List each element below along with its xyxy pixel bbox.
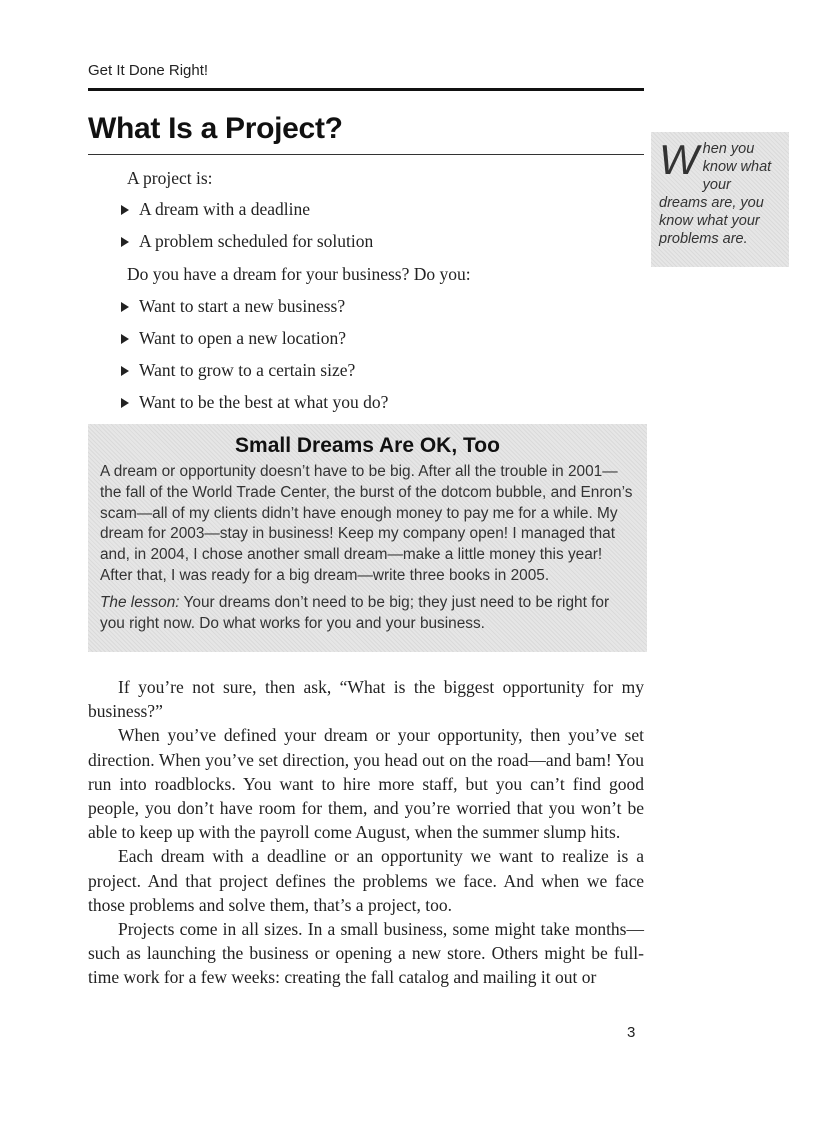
bullet-text: A dream with a deadline <box>139 199 311 219</box>
question-bullet <box>121 296 345 317</box>
callout-title: Small Dreams Are OK, Too <box>235 434 500 457</box>
question-bullet <box>121 328 346 349</box>
body-paragraph: If you’re not sure, then ask, “What is the biggest opportunity for my business?” <box>88 677 644 722</box>
running-head: Get It Done Right! <box>88 62 209 79</box>
margin-quote-dropcap: W <box>659 136 699 183</box>
question-line: Do you have a dream for your business? Do you: <box>127 264 471 284</box>
bullet-text: A problem scheduled for solution <box>139 231 374 251</box>
bullet-triangle-icon <box>121 205 129 215</box>
bullet-triangle-icon <box>121 334 129 344</box>
bullet-text: Want to grow to a certain size? <box>139 360 356 380</box>
body-text <box>88 675 644 990</box>
question-bullet <box>121 392 388 413</box>
body-paragraph: Projects come in all sizes. In a small business, some might take months—such as launching the business or opening a new store. Others might be full-time work for a few weeks: creating the fall catalog and mailing it out or <box>88 919 644 988</box>
bullet-triangle-icon <box>121 366 129 376</box>
bullet-text: Want to open a new location? <box>139 328 347 348</box>
intro-line: A project is: <box>127 168 213 188</box>
definition-bullet <box>121 231 373 252</box>
bullet-triangle-icon <box>121 302 129 312</box>
lesson-label: The lesson: <box>100 593 180 611</box>
body-paragraph: Each dream with a deadline or an opportunity we want to realize is a project. And that project defines the problems we face. And when we face those problems and solve them, that’s a project, too. <box>88 846 644 915</box>
callout-box <box>88 424 647 652</box>
page-number: 3 <box>627 1024 636 1041</box>
title-rule <box>88 154 644 155</box>
definition-bullet <box>121 199 310 220</box>
bullet-text: Want to be the best at what you do? <box>139 392 389 412</box>
lesson-text: Your dreams don’t need to be big; they just need to be right for you right now. Do what works for you and your business. <box>100 593 610 632</box>
bullet-text: Want to start a new business? <box>139 296 346 316</box>
bullet-triangle-icon <box>121 398 129 408</box>
callout-paragraph: A dream or opportunity doesn’t have to be big. After all the trouble in 2001—the fall of the World Trade Center, the burst of the dotcom bubble, and Enron’s scam—all of my clients didn’t have enough money to pay me for a while. My dream for 2003—stay in business! Keep my company open! I managed that and, in 2004, I chose another small dream—make a little money this year! After that, I was ready for a big dream—write three books in 2005. <box>100 463 633 584</box>
header-rule <box>88 88 644 91</box>
bullet-triangle-icon <box>121 237 129 247</box>
callout-lesson <box>100 593 635 635</box>
margin-quote-text: hen you know what your dreams are, you know what your problems are. <box>659 141 772 247</box>
question-bullet <box>121 360 355 381</box>
body-paragraph: When you’ve defined your dream or your opportunity, then you’ve set direction. When you’ve set direction, you head out on the road—and bam! You run into roadblocks. You want to hire more staff, but you can’t find good people, you don’t have room for them, and you’re worried that you won’t be able to keep up with the payroll come August, when the summer slump hits. <box>88 725 644 843</box>
margin-quote <box>651 132 789 267</box>
chapter-title: What Is a Project? <box>88 112 343 145</box>
